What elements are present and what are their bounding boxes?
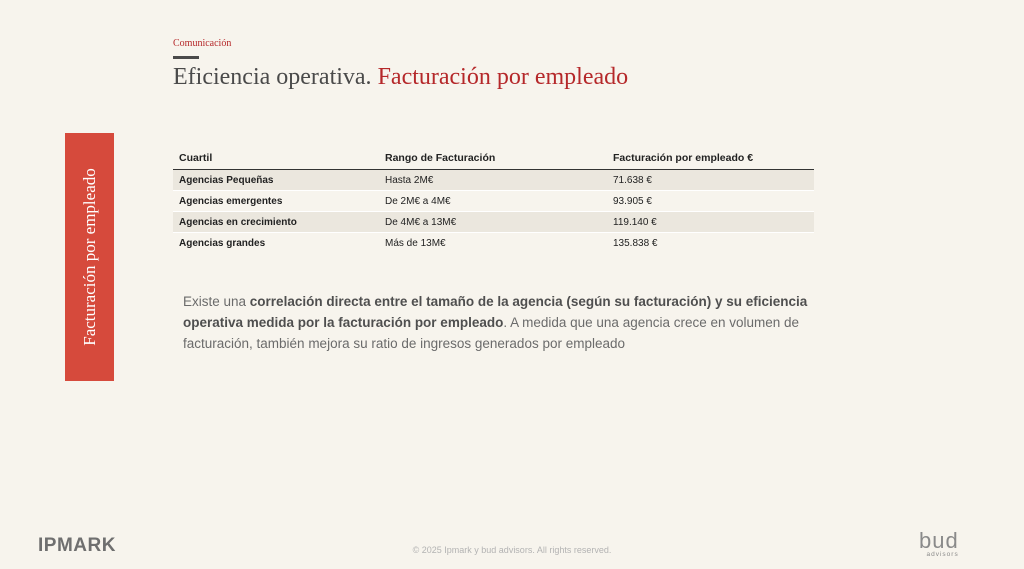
page-title bbox=[173, 64, 628, 91]
revenue-per-employee-cell: 119.140 € bbox=[607, 212, 814, 233]
quartile-cell: Agencias Pequeñas bbox=[173, 170, 379, 191]
revenue-range-cell: De 2M€ a 4M€ bbox=[379, 191, 607, 212]
revenue-range-cell: Más de 13M€ bbox=[379, 233, 607, 254]
revenue-range-cell: De 4M€ a 13M€ bbox=[379, 212, 607, 233]
table-row bbox=[173, 233, 814, 254]
body-text-highlight: correlación directa entre el tamaño de la agencia (según su facturación) y su eficiencia operativa medida por la facturación por empleado bbox=[183, 294, 808, 330]
section-label: Comunicación bbox=[173, 38, 232, 49]
revenue-per-employee-cell: 135.838 € bbox=[607, 233, 814, 254]
revenue-per-employee-cell: 71.638 € bbox=[607, 170, 814, 191]
quartile-cell: Agencias emergentes bbox=[173, 191, 379, 212]
body-text-rest: . A medida que una agencia crece en volumen de facturación, también mejora su ratio de ingresos generados por empleado bbox=[183, 315, 800, 351]
table-row bbox=[173, 170, 814, 191]
revenue-per-employee-cell: 93.905 € bbox=[607, 191, 814, 212]
copyright-notice: © 2025 Ipmark y bud advisors. All rights reserved. bbox=[412, 545, 612, 555]
bud-logo-sub: advisors bbox=[926, 551, 959, 558]
quartile-cell: Agencias grandes bbox=[173, 233, 379, 254]
column-header-revenue-range: Rango de Facturación bbox=[379, 146, 607, 170]
section-divider bbox=[173, 56, 199, 59]
title-accent: Facturación por empleado bbox=[377, 64, 629, 90]
body-paragraph bbox=[183, 291, 808, 354]
title-main: Eficiencia operativa. bbox=[173, 64, 372, 90]
ipmark-logo: IPMARK bbox=[38, 535, 116, 556]
table-header-row bbox=[173, 146, 814, 170]
quartile-cell: Agencias en crecimiento bbox=[173, 212, 379, 233]
column-header-quartile: Cuartil bbox=[173, 146, 379, 170]
side-panel-label: Facturación por empleado bbox=[79, 168, 99, 346]
table-row bbox=[173, 212, 814, 233]
revenue-range-cell: Hasta 2M€ bbox=[379, 170, 607, 191]
revenue-per-employee-table bbox=[173, 146, 814, 253]
body-text-intro: Existe una bbox=[183, 294, 250, 309]
table-row bbox=[173, 191, 814, 212]
bud-logo-word: bud bbox=[919, 528, 959, 553]
bud-advisors-logo bbox=[919, 528, 959, 558]
side-panel bbox=[65, 133, 114, 381]
column-header-revenue-per-employee: Facturación por empleado € bbox=[607, 146, 814, 170]
